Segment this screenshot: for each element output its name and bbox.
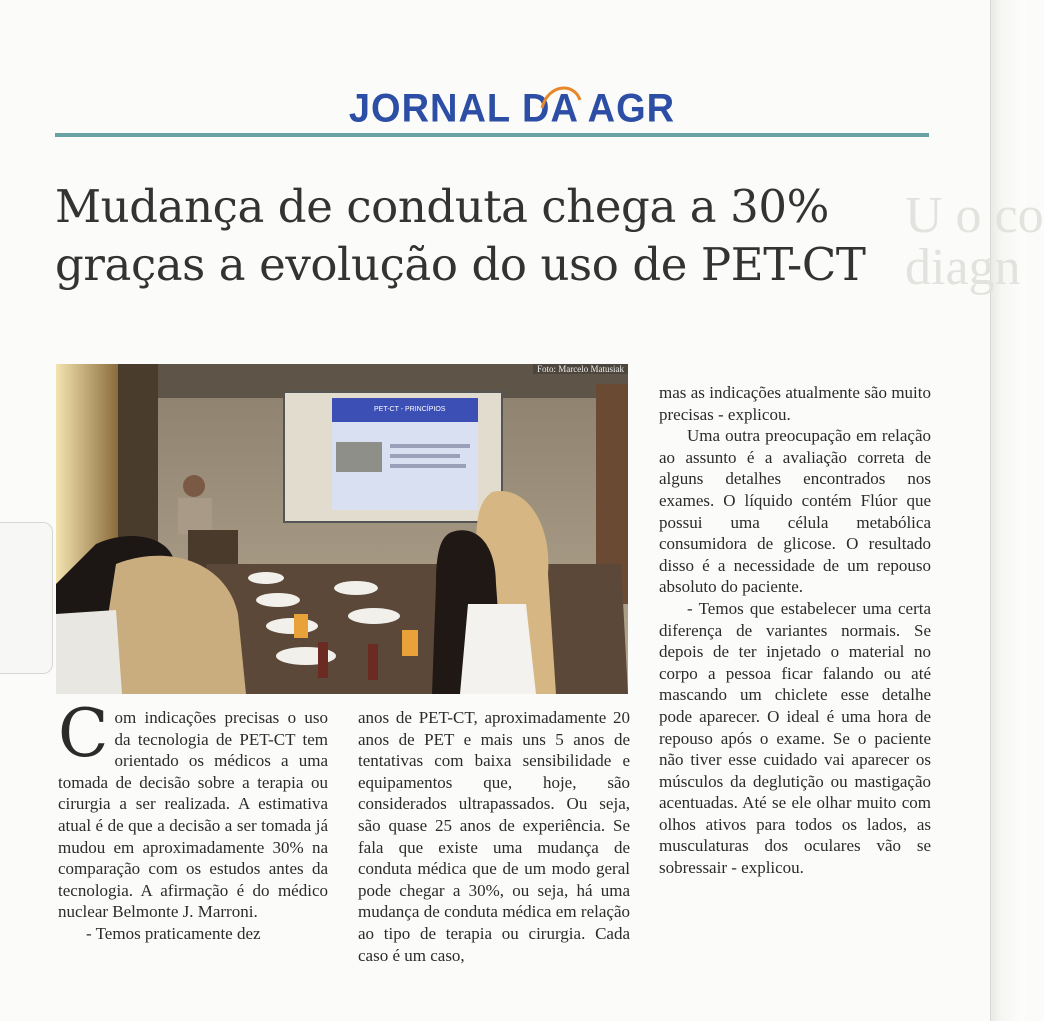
- masthead: [0, 88, 1024, 131]
- masthead-title: JORNAL DA AGR: [348, 86, 676, 132]
- paragraph-text: om indicações precisas o uso da tecnologia de PET-CT tem orientado os médicos a uma tomada de decisão sobre a terapia ou cirurgia a ser realizada. A estimativa atual é de que a decisão a ser tomada já mudou em aproximadamente 30% na comparação com os estudos antes da tecnologia. A afirmação é do médico nuclear Belmonte J. Marroni.: [58, 708, 328, 922]
- article-paragraph: - Temos praticamente dez: [86, 923, 261, 943]
- article-column-left: [58, 695, 328, 945]
- article-paragraph: [58, 695, 328, 923]
- masthead-arc-logo: [538, 78, 584, 124]
- projected-slide-title: PET-CT - PRINCÍPIOS: [374, 406, 446, 413]
- article-photo: [56, 364, 628, 694]
- meeting-room-illustration: [56, 364, 628, 694]
- headline-line-1: Mudança de conduta chega a 30%: [55, 180, 829, 233]
- article-paragraph: mas as indicações atualmente são muito precisas - explicou.: [659, 383, 931, 424]
- drop-cap: C: [58, 695, 109, 772]
- article-paragraph: anos de PET-CT, aproximadamente 20 anos de PET e mais uns 5 anos de tentativas com baixa sensibilidade e equipamentos que, hoje, são considerados ultrapassados. Ou seja, são quase 25 anos de experiência. Se fala que existe uma mudança de conduta médica que de um modo geral pode chegar a 30%, ou seja, há uma mudança de conduta médica em relação ao tipo de terapia ou cirurgia. Cada caso é um caso,: [358, 708, 630, 965]
- article-column-middle: [358, 707, 630, 966]
- bleed-through-text: U o co: [905, 187, 1044, 244]
- article-column-right: [659, 382, 931, 879]
- page-tab: [0, 522, 53, 674]
- article-headline: [55, 178, 955, 294]
- adjacent-page-edge: [990, 0, 1025, 1021]
- bleed-through-text: diagn: [905, 239, 1021, 296]
- article-paragraph: Uma outra preocupação em relação ao assunto é a avaliação correta de alguns detalhes encontrados nos exames. O líquido contém Flúor que possui uma célula metabólica consumidora de glicose. O resultado disso é a necessidade de um repouso absoluto do paciente.: [659, 426, 931, 597]
- photo-credit: Foto: Marcelo Matusiak: [533, 364, 628, 374]
- headline-line-2: graças a evolução do uso de PET-CT: [55, 238, 866, 291]
- article-paragraph: - Temos que estabelecer uma certa diferença de variantes normais. Se depois de ter injetado o material no corpo a pessoa ficar falando ou até mascando um chiclete esse detalhe pode aparecer. O ideal é uma hora de repouso após o exame. Se o paciente não tiver esse cuidado vai aparecer os músculos da deglutição ou mastigação acentuadas. Até se ele olhar muito com olhos ativos para todos os lados, as musculaturas dos oculares vão se sobressair - explicou.: [659, 598, 931, 878]
- masthead-rule: [55, 133, 929, 137]
